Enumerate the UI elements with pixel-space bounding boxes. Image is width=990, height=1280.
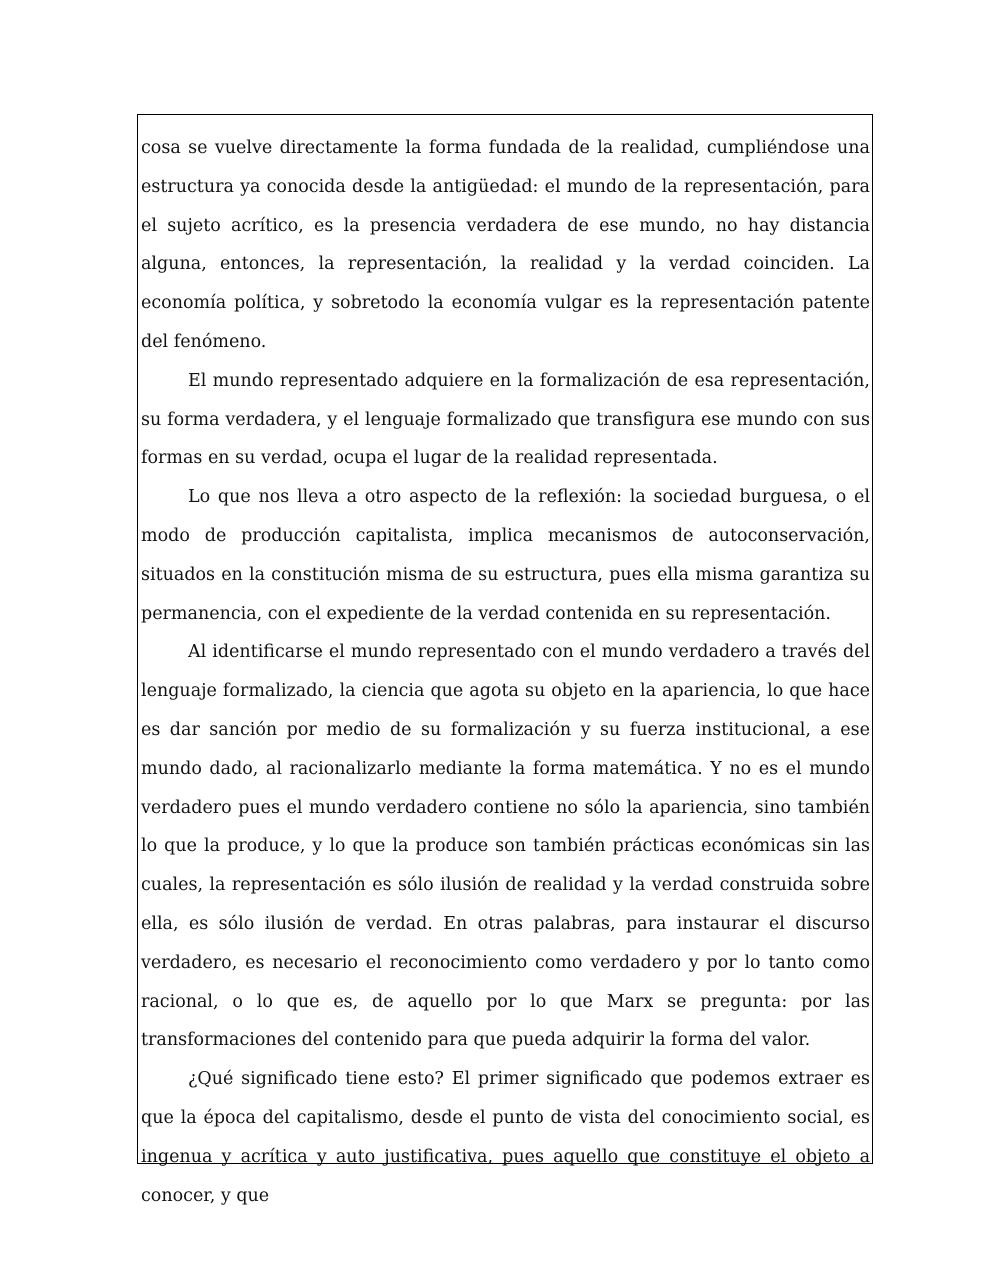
paragraph-4: Al identificarse el mundo representado con el mundo verdadero a través del lenguaje formalizado, la ciencia que agota su objeto en la apariencia, lo que hace es dar sanción por medio de su formalización y su fuerza institucional, a ese mundo dado, al racionalizarlo mediante la forma matemática. Y no es el mundo verdadero pues el mundo verdadero contiene no sólo la apariencia, sino también lo que la produce, y lo que la produce son también prácticas económicas sin las cuales, la representación es sólo ilusión de realidad y la verdad construida sobre ella, es sólo ilusión de verdad. En otras palabras, para instaurar el discurso verdadero, es necesario el reconocimiento como verdadero y por lo tanto como racional, o lo que es, de aquello por lo que Marx se pregunta: por las transformaciones del contenido para que pueda adquirir la forma del valor. xyxy=(141,642,870,1051)
paragraph-1: cosa se vuelve directamente la forma fundada de la realidad, cumpliéndose una estructura ya conocida desde la antigüedad: el mundo de la representación, para el sujeto acrítico, es la presencia verdadera de ese mundo, no hay distancia alguna, entonces, la representación, la realidad y la verdad coinciden. La economía política, y sobretodo la economía vulgar es la representación patente del fenómeno. xyxy=(141,138,870,352)
paragraph-2: El mundo representado adquiere en la formalización de esa representación, su forma verdadera, y el lenguaje formalizado que transfigura ese mundo con sus formas en su verdad, ocupa el lugar de la realidad representada. xyxy=(141,370,870,469)
paragraph-3: Lo que nos lleva a otro aspecto de la reflexión: la sociedad burguesa, o el modo de producción capitalista, implica mecanismos de autoconservación, situados en la constitución misma de su estructura, pues ella misma garantiza su permanencia, con el expediente de la verdad contenida en su representación. xyxy=(141,487,870,624)
paragraph-5: ¿Qué significado tiene esto? El primer significado que podemos extraer es que la época del capitalismo, desde el punto de vista del conocimiento social, es ingenua y acrítica y auto justificativa, pues aquello que constituye el objeto a conocer, y que xyxy=(141,1069,870,1206)
text-frame xyxy=(137,114,873,1206)
